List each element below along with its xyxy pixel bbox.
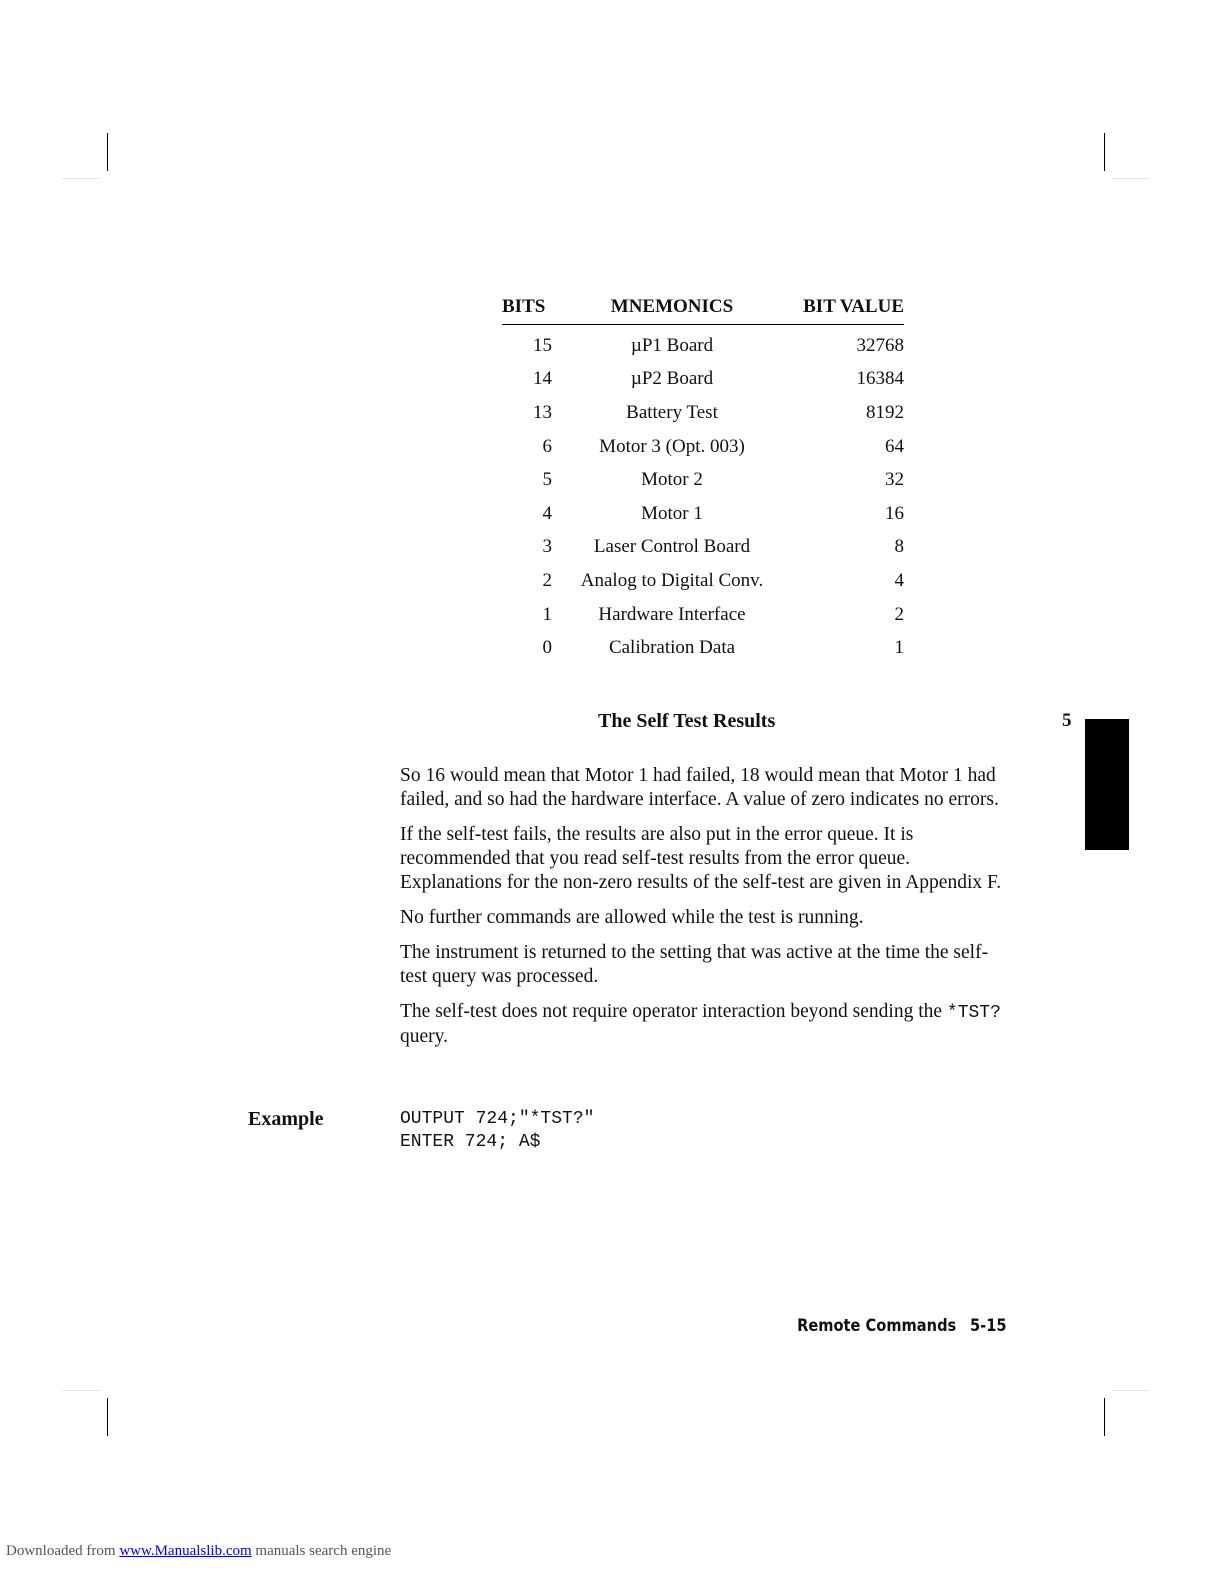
table-row (502, 325, 904, 363)
header-mnemonics: MNEMONICS (552, 296, 792, 325)
table-row (502, 564, 904, 598)
crop-mark-bottom-left-h (62, 1390, 100, 1391)
table-header-row (502, 296, 904, 325)
table-body (502, 325, 904, 665)
crop-mark-bottom-right (1104, 1398, 1105, 1436)
table-row (502, 396, 904, 430)
download-notice (6, 1543, 391, 1560)
paragraph-2: If the self-test fails, the results are also put in the error queue. It is recommended that you read self-test results from the error queue. Explanations for the non-zero results of the self-test are given in Appendix F. (400, 824, 1002, 893)
value-cell: 16 (885, 502, 904, 524)
value-cell: 32 (885, 469, 904, 491)
bit-cell: 3 (542, 536, 552, 558)
table-row (502, 631, 904, 665)
bit-cell: 0 (542, 637, 552, 659)
table-row (502, 531, 904, 565)
value-cell: 4 (894, 569, 904, 591)
paragraph-5-code: *TST? (946, 1003, 1001, 1023)
mnemonic-cell: Analog to Digital Conv. (580, 569, 764, 591)
crop-mark-top-left (107, 133, 108, 171)
value-cell: 16384 (856, 368, 904, 390)
header-bit-value: BIT VALUE (792, 296, 904, 325)
value-cell: 1 (894, 637, 904, 659)
header-bits: BITS (502, 296, 552, 325)
mnemonic-cell: µP1 Board (630, 334, 714, 356)
crop-mark-top-left-h (62, 178, 100, 179)
chapter-number: 5 (1062, 710, 1072, 731)
bit-cell: 2 (542, 569, 552, 591)
value-cell: 2 (894, 603, 904, 625)
crop-mark-bottom-left (107, 1398, 108, 1436)
value-cell: 8 (894, 536, 904, 558)
crop-mark-bottom-right-h (1112, 1390, 1150, 1391)
mnemonic-cell: Laser Control Board (593, 536, 751, 558)
download-prefix: Downloaded from (6, 1543, 120, 1559)
page-footer (798, 1316, 1007, 1336)
table-row (502, 363, 904, 397)
table-row (502, 497, 904, 531)
value-cell: 32768 (856, 334, 904, 356)
paragraph-3: No further commands are allowed while the test is running. (400, 907, 864, 928)
bit-cell: 5 (542, 469, 552, 491)
bit-cell: 13 (533, 401, 552, 423)
mnemonic-cell: µP2 Board (630, 368, 714, 390)
bit-cell: 1 (542, 603, 552, 625)
paragraph-5-text-b: query. (400, 1026, 449, 1047)
table-caption: The Self Test Results (598, 710, 776, 732)
crop-mark-top-right (1104, 133, 1105, 171)
paragraph-1: So 16 would mean that Motor 1 had failed, 18 would mean that Motor 1 had failed, and so had the hardware interface. A value of zero indicates no errors. (400, 765, 999, 810)
table-row (502, 463, 904, 497)
chapter-tab-marker (1085, 719, 1129, 850)
example-code (400, 1108, 594, 1154)
paragraph-4: The instrument is returned to the setting that was active at the time the self-test query was processed. (400, 942, 989, 987)
bit-cell: 6 (542, 435, 552, 457)
table-row (502, 430, 904, 464)
mnemonic-cell: Battery Test (626, 401, 718, 423)
value-cell: 8192 (866, 401, 904, 423)
bit-cell: 14 (533, 368, 552, 390)
value-cell: 64 (885, 435, 904, 457)
code-line-2: ENTER 724; A$ (400, 1132, 541, 1152)
mnemonic-cell: Motor 3 (Opt. 003) (599, 435, 745, 457)
example-label: Example (248, 1108, 324, 1130)
bit-cell: 4 (542, 502, 552, 524)
paragraph-5 (400, 1000, 1006, 1049)
table-row (502, 598, 904, 632)
mnemonic-cell: Hardware Interface (598, 603, 746, 625)
manualslib-link[interactable]: www.Manualslib.com (119, 1543, 252, 1559)
mnemonic-cell: Motor 1 (641, 502, 703, 524)
download-suffix: manuals search engine (251, 1543, 392, 1559)
code-line-1: OUTPUT 724;"*TST?" (400, 1109, 595, 1129)
body-text (400, 764, 1006, 1060)
footer-page-number: 5-15 (970, 1316, 1007, 1336)
footer-section: Remote Commands (797, 1316, 957, 1336)
mnemonic-cell: Calibration Data (608, 637, 736, 659)
mnemonic-cell: Motor 2 (641, 469, 703, 491)
paragraph-5-text-a: The self-test does not require operator interaction beyond sending the (400, 1001, 947, 1022)
crop-mark-top-right-h (1112, 178, 1150, 179)
self-test-bits-table (502, 296, 904, 665)
bit-cell: 15 (533, 334, 552, 356)
